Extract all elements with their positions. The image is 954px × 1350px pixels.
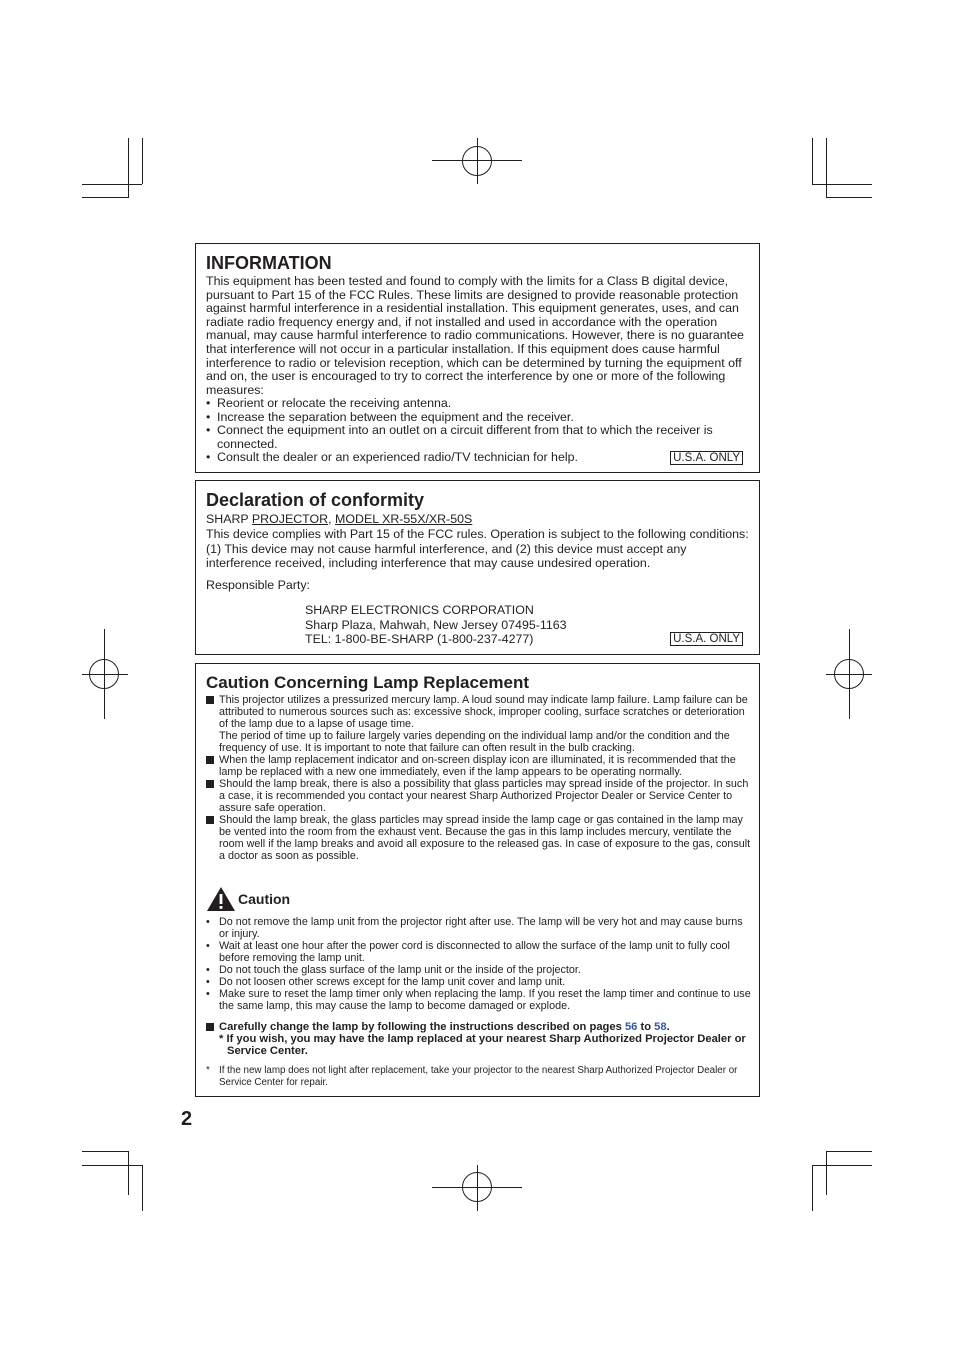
list-item: • Connect the equipment into an outlet on a circuit different from that to which the receiver is connected. xyxy=(206,423,713,451)
list-item: • Do not remove the lamp unit from the projector right after use. The lamp will be very hot and may cause burns or injury. xyxy=(206,916,743,940)
dealer-note: * If you wish, you may have the lamp replaced at your nearest Sharp Authorized Projector Dealer or Service Center. xyxy=(219,1033,746,1057)
responsible-party-address: SHARP ELECTRONICS CORPORATION Sharp Plaza, Mahwah, New Jersey 07495-1163 TEL: 1-800-BE-SHARP (1-800-237-4277) xyxy=(305,603,567,646)
list-item: • Reorient or relocate the receiving antenna. xyxy=(206,396,452,410)
declaration-body: This device complies with Part 15 of the FCC rules. Operation is subject to the following conditions: (1) This device may not cause harmful interference, and (2) this device must accept any interference received, including interference that may cause undesired operation. xyxy=(206,527,749,570)
crop-mark xyxy=(142,138,143,184)
crop-mark xyxy=(82,184,142,185)
crop-mark xyxy=(82,197,128,198)
crop-mark xyxy=(82,1151,128,1152)
declaration-section xyxy=(195,480,760,655)
lamp-replacement-section xyxy=(195,663,760,1097)
crop-mark xyxy=(812,184,872,185)
list-item: • Make sure to reset the lamp timer only when replacing the lamp. If you reset the lamp timer and continue to use the same lamp, this may cause the lamp to become damaged or explode. xyxy=(206,988,751,1012)
crop-mark xyxy=(812,138,813,184)
list-item: Should the lamp break, there is also a possibility that glass particles may spread inside of the projector. In such a case, it is recommended you contact your nearest Sharp Authorized Projector Dealer or Service Center to assure safe operation. xyxy=(206,778,751,814)
lamp-section-title: Caution Concerning Lamp Replacement xyxy=(206,673,530,692)
crop-mark xyxy=(826,1151,827,1195)
crop-mark xyxy=(826,138,827,198)
crop-mark xyxy=(812,1165,813,1211)
caution-title: Caution xyxy=(238,891,291,907)
crop-mark xyxy=(826,197,872,198)
caution-list xyxy=(206,916,751,1012)
warning-triangle-icon xyxy=(206,886,236,912)
responsible-party-label: Responsible Party: xyxy=(206,578,310,592)
square-bullet-icon xyxy=(206,1023,214,1031)
list-item: This projector utilizes a pressurized mercury lamp. A loud sound may indicate lamp failure. Lamp failure can be attributed to numerous sources such as: excessive shock, improper cooling, surface scratches or deterioration of the lamp due to a lapse of usage time. The period of time up to failure largely varies depending on the individual lamp and/or the condition and the frequency of use. It is important to note that failure can often result in the bulb cracking. xyxy=(206,694,751,754)
list-item: • Do not touch the glass surface of the lamp unit or the inside of the projector. xyxy=(206,964,581,976)
information-body: This equipment has been tested and found to comply with the limits for a Class B digital device, pursuant to Part 15 of the FCC Rules. These limits are designed to provide reasonable protection against harmful interference in a residential installation. This equipment generates, uses, and can radiate radio frequency energy and, if not installed and used in accordance with the operation manual, may cause harmful interference to radio communications. However, there is no guarantee that interference will not occur in a particular installation. If this equipment does cause harmful interference to radio or television reception, which can be determined by turning the equipment off and on, the user is encouraged to try to correct the interference by one or more of the following measures: xyxy=(206,274,744,397)
list-item: When the lamp replacement indicator and on-screen display icon are illuminated, it is recommended that the lamp be replaced with a new one immediately, even if the lamp appears to be operating normally. xyxy=(206,754,751,778)
list-item: • Wait at least one hour after the power cord is disconnected to allow the surface of the lamp unit to fully cool before removing the lamp unit. xyxy=(206,940,730,964)
crop-mark xyxy=(128,138,129,198)
list-item: • Consult the dealer or an experienced radio/TV technician for help. xyxy=(206,450,578,465)
crop-mark xyxy=(142,1165,143,1211)
crop-mark xyxy=(128,1151,129,1195)
list-item: • Increase the separation between the equipment and the receiver. xyxy=(206,409,574,424)
product-name: PROJECTOR xyxy=(251,512,329,526)
crop-mark xyxy=(826,1151,872,1152)
declaration-product-line: SHARP PROJECTOR, MODEL XR-55X/XR-50S xyxy=(206,512,473,526)
page-link-58[interactable]: 58 xyxy=(654,1021,667,1033)
crop-mark xyxy=(82,1165,142,1166)
information-section xyxy=(195,243,760,473)
lamp-notes-list xyxy=(206,694,751,862)
crop-mark xyxy=(812,1165,872,1166)
model-number: MODEL XR-55X/XR-50S xyxy=(335,512,473,526)
usa-only-badge: U.S.A. ONLY xyxy=(670,451,743,465)
list-item: • Do not loosen other screws except for the lamp unit cover and lamp unit. xyxy=(206,976,566,988)
declaration-title: Declaration of conformity xyxy=(206,490,425,510)
page-number: 2 xyxy=(181,1108,193,1130)
list-item: Should the lamp break, the glass particles may spread inside the lamp cage or gas contained in the lamp may be vented into the room from the exhaust vent. Because the gas in this lamp includes mercury, ventilate the room well if the lamp breaks and avoid all exposure to the released gas. In case of exposure to the gas, consult a doctor as soon as possible. xyxy=(206,814,751,862)
page-link-56[interactable]: 56 xyxy=(624,1021,638,1033)
lamp-instructions: Carefully change the lamp by following the instructions described on pages 56 to 58. * If you wish, you may have the lamp replaced at your nearest Sharp Authorized Projector Dealer or Service Center. xyxy=(206,1021,751,1057)
information-title: INFORMATION xyxy=(206,253,332,273)
lamp-footnote: * If the new lamp does not light after replacement, take your projector to the nearest Sharp Authorized Projector Dealer or Service Center for repair. xyxy=(206,1065,738,1088)
usa-only-badge: U.S.A. ONLY xyxy=(670,632,743,646)
